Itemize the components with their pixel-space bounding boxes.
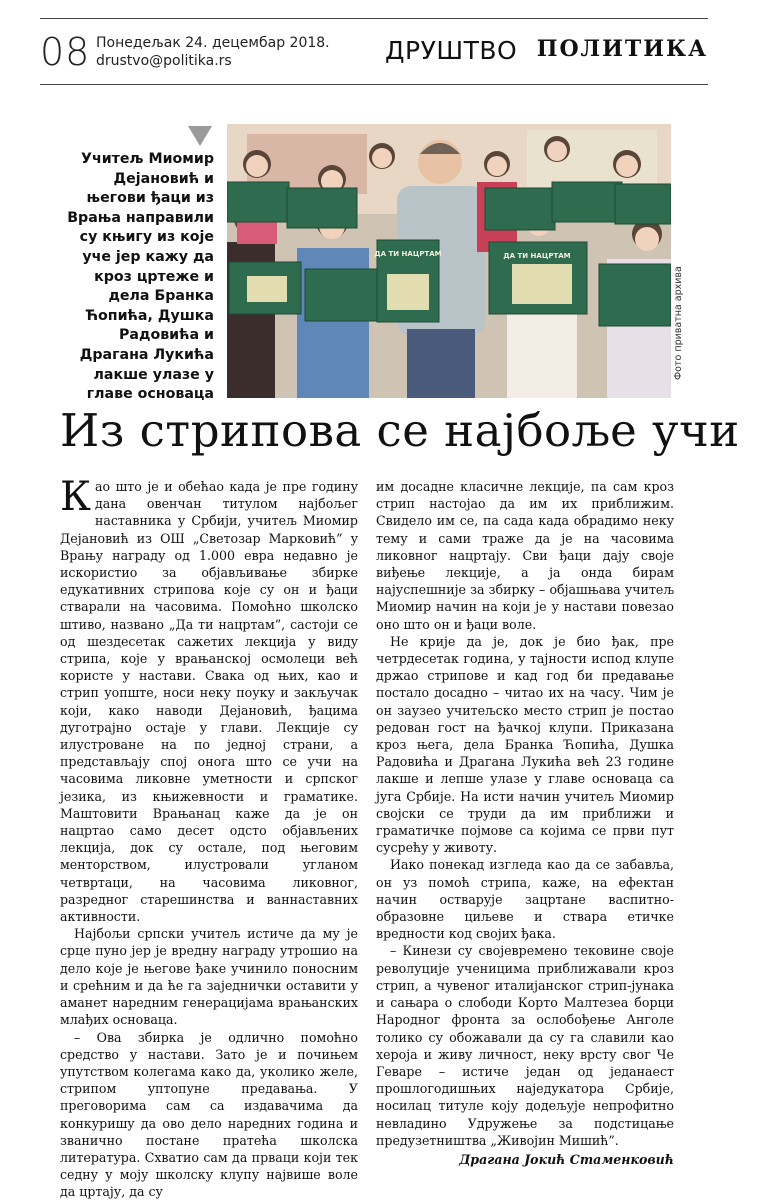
photo-credit xyxy=(672,124,686,398)
photo-illustration xyxy=(227,124,671,398)
article-column-1 xyxy=(60,474,358,1201)
article-paragraph-3-continued: им досадне класичне лекције, па сам кроз стрип настојао да им их приближим. Свидело им се, па сада када обрадимо неку тему и сами траже да је на часовима ликовног нацртају. Сви ђаци дају своје виђење лекције, а ја онда бирам најуспешније за збирку – објашњава учитељ Миомир начин на који је у настави повезао оно што он и ђаци воле. xyxy=(376,479,674,632)
article-paragraph-6: – Кинези су својевремено тековине своје револуције ученицима приближавали кроз стрип, а чувеног италијанског стрип-јунака и сањара о слободи Корто Малтезеа борци Народног фронта за ослобођење Анголе толико су обожавали да су га славили као хероја и живу личност, некy врсту свог Че Геваре – истиче један од једанаест прошлогодишњих наједукатора Србије, носилац титуле коју додељује непрофитно невладино Удружење за подстицање предузетништва „Живојин Мишић”. xyxy=(376,943,674,1148)
section-email: drustvo@politika.rs xyxy=(96,53,232,69)
article-author: Драгана Јокић Стаменковић xyxy=(459,1151,674,1167)
section-name: ДРУШТВО xyxy=(385,36,518,65)
article-paragraph-4: Не крије да је, док је био ђак, пре четрдесетак година, у тајности испод клупе држао стрипове и кад год би предавање постало досадно – читао их на часу. Чим је он заузео учитељско место стрип је постао редован гост на ђачкој клупи. Приказана кроз њега, дела Бранка Ћопића, Душка Радовића и Драгана Лукића већ 23 године лакше и лепше улазе у главе основаца са југа Србије. На исти начин учитељ Миомир својски се труди да им приближи и граматичке појмове са којима се први пут сусрећу у животу. xyxy=(376,633,674,856)
newspaper-masthead: ПОЛИТИКА xyxy=(536,36,708,62)
page-header xyxy=(40,28,708,78)
book-title-label: ДА ТИ НАЦРТАМ xyxy=(374,250,442,258)
triangle-marker-icon xyxy=(188,126,212,146)
header-rule xyxy=(40,84,708,85)
paragraph-1-text: ао што је и обећао када је пре годину дана овенчан титулом најбољег наставника у Србији, учитељ Миомир Дејановић из ОШ „Светозар Марковић” у Врању награду од 1.000 евра недавно је искористио за објављивање збирке едукативних стрипова које су он и ђаци стварали на часовима. Помоћно школско штиво, названо „Да ти нацртам”, састоји се од шездесетак сажетих лекција у виду стрипа, које у врањанској осмолеци већ користе у настави. Свака од њих, као и стрип уопште, носи неку поуку и закључак који, како наводи Дејановић, ђацима дуготрајно остаје у глави. Лекције су илустроване на по једној страни, а представљају спој онога што се учи на часовима ликовне уметности и српског језика, из књижевности и граматике. Маштовити Врањанац каже да је он нацртао само десет одсто објављених лекција, док су остале, под његовим менторством, илустровали угланом четвртаци, на часовима ликовног, разредног старешинства и ваннаставних активности. xyxy=(60,479,358,925)
header-meta xyxy=(96,34,330,70)
article-photo xyxy=(227,124,671,398)
issue-date: Понедељак 24. децембар 2018. xyxy=(96,35,330,51)
article-lead: Учитељ Миомир Дејановић и његови ђаци из Врања направили су књигу из које уче јер кажу да кроз цртеже и дела Бранка Ћопића, Душка Радовића и Драгана Лукића лакше улазе у главе основаца xyxy=(67,151,214,403)
page-number: 08 xyxy=(40,30,91,74)
article-title: Из стрипова се најбоље учи xyxy=(60,404,740,457)
drop-cap: К xyxy=(60,474,91,520)
article-column-2 xyxy=(376,478,674,1168)
book-title-label-2: ДА ТИ НАЦРТАМ xyxy=(503,252,571,260)
article-paragraph-5: Иако понекад изгледа као да се забавља, он уз помоћ стрипа, каже, на ефектан начин остварује зацртане васпитно-образовне циљеве и ствара етичке вредности код својих ђака. xyxy=(376,857,674,942)
article-paragraph-1 xyxy=(60,474,358,925)
top-rule xyxy=(40,18,708,19)
article-paragraph-2: Најбољи српски учитељ истиче да му је срце пуно јер је вредну награду утрошио на дело које је његове ђаке учинило поносним и срећним и да ће га заједнички оставити у аманет наредним генерацијама врањанских млађих основаца. xyxy=(60,926,358,1028)
photo-credit-text: Фото приватна архива xyxy=(673,266,684,380)
article-paragraph-3: – Ова збирка је одлично помоћно средство у настави. Зато је и почињем упутством колегама како да, уколико желе, стрипом уптопуне предавања. У преговорима сам са издавачима да конкуришу да ово дело наредних година и званично постане пратећа школска литература. Схватио сам да прваци који тек седну у моју школску клупу највише воле да цртају, да су xyxy=(60,1029,358,1200)
